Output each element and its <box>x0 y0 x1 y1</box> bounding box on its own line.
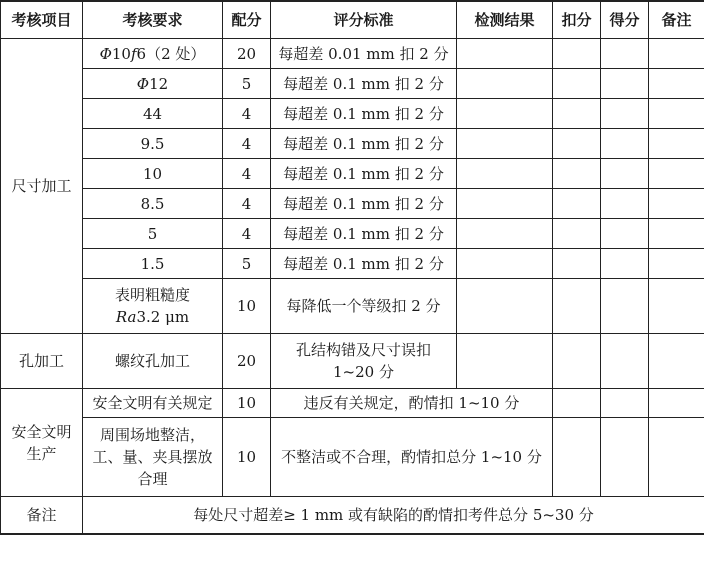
requirement-cell: 8.5 <box>83 189 223 219</box>
result-cell <box>457 334 553 389</box>
criteria-cell: 每超差 0.1 mm 扣 2 分 <box>271 69 457 99</box>
points-cell <box>601 279 649 334</box>
table-row <box>1 159 704 189</box>
score-cell: 4 <box>223 159 271 189</box>
table-row <box>1 219 704 249</box>
table-row <box>1 497 704 535</box>
requirement-line: 表明粗糙度 <box>114 286 190 304</box>
table-row <box>1 129 704 159</box>
deduction-cell <box>553 159 601 189</box>
header-item: 考核项目 <box>1 1 83 39</box>
remarks-cell <box>649 334 704 389</box>
deduction-cell <box>553 189 601 219</box>
remarks-cell <box>649 389 704 418</box>
criteria-cell: 每超差 0.01 mm 扣 2 分 <box>271 39 457 69</box>
result-cell <box>457 189 553 219</box>
remarks-cell <box>649 159 704 189</box>
deduction-cell <box>553 389 601 418</box>
points-cell <box>601 189 649 219</box>
requirement-line: 工、量、夹具摆放 <box>92 448 213 466</box>
criteria-cell: 违反有关规定，酌情扣 1~10 分 <box>271 389 553 418</box>
criteria-cell: 每降低一个等级扣 2 分 <box>271 279 457 334</box>
table-row <box>1 69 704 99</box>
points-cell <box>601 159 649 189</box>
deduction-cell <box>553 334 601 389</box>
diameter-symbol: Φ <box>99 44 112 63</box>
table-row <box>1 39 704 69</box>
remarks-cell <box>649 219 704 249</box>
points-cell <box>601 69 649 99</box>
remarks-cell <box>649 189 704 219</box>
result-cell <box>457 219 553 249</box>
criteria-cell: 每超差 0.1 mm 扣 2 分 <box>271 99 457 129</box>
score-cell: 4 <box>223 189 271 219</box>
deduction-cell <box>553 129 601 159</box>
remarks-cell <box>649 249 704 279</box>
result-cell <box>457 69 553 99</box>
requirement-cell: 5 <box>83 219 223 249</box>
table-row <box>1 389 704 418</box>
criteria-line: 1~20 分 <box>333 363 394 381</box>
remarks-cell <box>649 69 704 99</box>
remarks-cell <box>649 99 704 129</box>
diameter-symbol: Φ <box>136 74 150 93</box>
criteria-cell: 每超差 0.1 mm 扣 2 分 <box>271 189 457 219</box>
requirement-cell: 9.5 <box>83 129 223 159</box>
header-row <box>1 1 704 39</box>
requirement-cell <box>83 418 223 497</box>
remarks-cell <box>649 129 704 159</box>
tolerance-letter: f <box>130 44 137 63</box>
score-cell: 10 <box>223 418 271 497</box>
requirement-cell: 10 <box>83 159 223 189</box>
requirement-suffix: 6（2 处） <box>136 44 206 63</box>
score-cell: 20 <box>223 334 271 389</box>
score-cell: 4 <box>223 99 271 129</box>
remarks-cell <box>649 279 704 334</box>
requirement-line: 合理 <box>137 470 168 488</box>
criteria-cell: 每超差 0.1 mm 扣 2 分 <box>271 159 457 189</box>
remark-text: 每处尺寸超差≥ 1 mm 或有缺陷的酌情扣考件总分 5~30 分 <box>83 497 704 535</box>
deduction-cell <box>553 99 601 129</box>
requirement-value: 12 <box>149 74 169 93</box>
score-cell: 20 <box>223 39 271 69</box>
header-score: 配分 <box>223 1 271 39</box>
result-cell <box>457 249 553 279</box>
requirement-cell <box>83 39 223 69</box>
header-requirement: 考核要求 <box>83 1 223 39</box>
score-cell: 4 <box>223 129 271 159</box>
requirement-cell: 44 <box>83 99 223 129</box>
requirement-value: 10 <box>111 44 131 63</box>
requirement-cell: 安全文明有关规定 <box>83 389 223 418</box>
score-cell: 4 <box>223 219 271 249</box>
points-cell <box>601 389 649 418</box>
points-cell <box>601 418 649 497</box>
roughness-value: 3.2 μm <box>136 308 190 326</box>
section-remark-name: 备注 <box>1 497 83 535</box>
score-cell: 10 <box>223 279 271 334</box>
criteria-cell: 每超差 0.1 mm 扣 2 分 <box>271 219 457 249</box>
section-dimension-name: 尺寸加工 <box>1 39 83 334</box>
table-row <box>1 249 704 279</box>
requirement-cell: 螺纹孔加工 <box>83 334 223 389</box>
header-deduction: 扣分 <box>553 1 601 39</box>
points-cell <box>601 129 649 159</box>
deduction-cell <box>553 69 601 99</box>
section-hole-name: 孔加工 <box>1 334 83 389</box>
requirement-cell <box>83 69 223 99</box>
roughness-symbol: Ra <box>115 308 137 326</box>
result-cell <box>457 99 553 129</box>
remarks-cell <box>649 39 704 69</box>
remarks-cell <box>649 418 704 497</box>
criteria-cell: 每超差 0.1 mm 扣 2 分 <box>271 129 457 159</box>
requirement-cell: 1.5 <box>83 249 223 279</box>
score-cell: 5 <box>223 69 271 99</box>
deduction-cell <box>553 39 601 69</box>
table-row <box>1 334 704 389</box>
deduction-cell <box>553 219 601 249</box>
header-remarks: 备注 <box>649 1 704 39</box>
table-row <box>1 99 704 129</box>
points-cell <box>601 39 649 69</box>
deduction-cell <box>553 279 601 334</box>
deduction-cell <box>553 418 601 497</box>
score-cell: 10 <box>223 389 271 418</box>
points-cell <box>601 219 649 249</box>
deduction-cell <box>553 249 601 279</box>
section-name-line: 安全文明 <box>11 422 72 441</box>
result-cell <box>457 39 553 69</box>
criteria-line: 孔结构错及尺寸误扣 <box>295 341 431 359</box>
points-cell <box>601 99 649 129</box>
requirement-line: 周围场地整洁， <box>99 426 205 444</box>
result-cell <box>457 159 553 189</box>
criteria-cell <box>271 334 457 389</box>
table-row <box>1 418 704 497</box>
section-name-line: 生产 <box>26 444 57 463</box>
table-row <box>1 279 704 334</box>
criteria-cell: 每超差 0.1 mm 扣 2 分 <box>271 249 457 279</box>
result-cell <box>457 279 553 334</box>
header-result: 检测结果 <box>457 1 553 39</box>
points-cell <box>601 334 649 389</box>
score-cell: 5 <box>223 249 271 279</box>
requirement-cell <box>83 279 223 334</box>
header-criteria: 评分标准 <box>271 1 457 39</box>
result-cell <box>457 129 553 159</box>
points-cell <box>601 249 649 279</box>
table-row <box>1 189 704 219</box>
header-points: 得分 <box>601 1 649 39</box>
criteria-cell: 不整洁或不合理，酌情扣总分 1~10 分 <box>271 418 553 497</box>
section-safety-name <box>1 389 83 497</box>
